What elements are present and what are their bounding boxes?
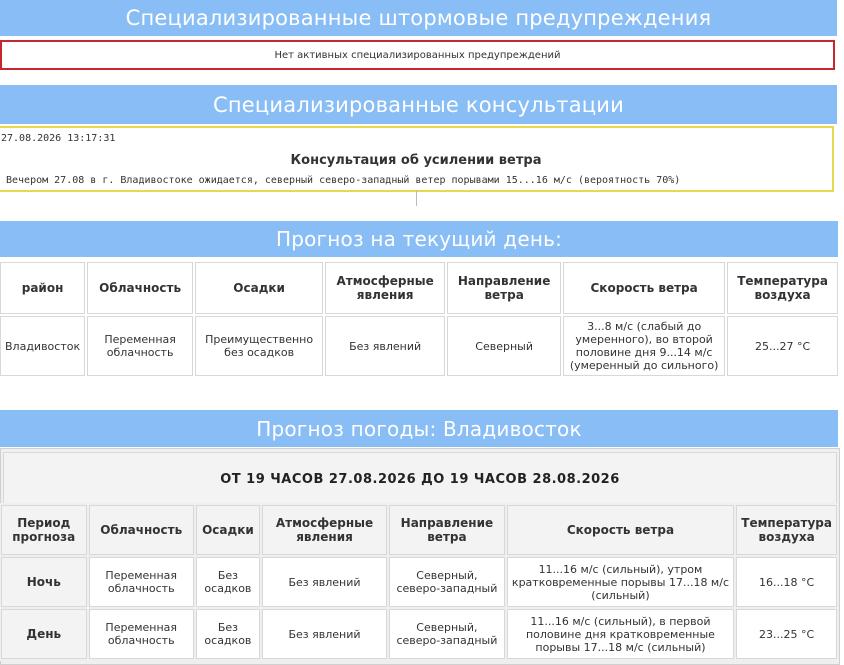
consultations-title: Специализированные консультации	[213, 92, 624, 117]
cell-precipitation: Преимущественно без осадков	[195, 316, 323, 376]
cell-wind-direction: Северный	[447, 316, 561, 376]
table-header-row	[0, 262, 838, 314]
column-header-wind-speed: Скорость ветра	[563, 262, 725, 314]
today-forecast-header	[0, 221, 838, 257]
cell-cloudiness: Переменная облачность	[89, 557, 194, 607]
column-header-cloudiness: Облачность	[89, 505, 194, 555]
column-header-wind-direction: Направление ветра	[447, 262, 561, 314]
forecast-period: ОТ 19 ЧАСОВ 27.08.2026 ДО 19 ЧАСОВ 28.08.2026	[3, 452, 837, 506]
column-header-precipitation: Осадки	[195, 262, 323, 314]
consultations-header	[0, 85, 837, 124]
cell-cloudiness: Переменная облачность	[89, 609, 194, 659]
column-header-temperature: Температура воздуха	[727, 262, 838, 314]
storm-warnings-header	[0, 0, 837, 36]
weather-forecast-title: Прогноз погоды: Владивосток	[256, 416, 582, 441]
column-header-cloudiness: Облачность	[87, 262, 193, 314]
cell-period: День	[1, 609, 87, 659]
cell-district: Владивосток	[0, 316, 85, 376]
no-warnings-message: Нет активных специализированных предупреждений	[274, 49, 561, 61]
column-header-wind-speed: Скорость ветра	[507, 505, 735, 555]
cell-period: Ночь	[1, 557, 87, 607]
cell-temperature: 23...25 °С	[736, 609, 837, 659]
cell-precipitation: Без осадков	[196, 557, 260, 607]
cell-phenomena: Без явлений	[262, 557, 387, 607]
cell-precipitation: Без осадков	[196, 609, 260, 659]
consultation-timestamp: 27.08.2026 13:17:31	[1, 133, 116, 144]
cell-temperature: 16...18 °С	[736, 557, 837, 607]
table-row	[0, 316, 838, 376]
divider	[416, 190, 417, 206]
storm-warnings-title: Специализированные штормовые предупреждения	[125, 6, 712, 30]
consultation-text: Вечером 27.08 в г. Владивостоке ожидается, северный северо-западный ветер порывами 15...16 м/с (вероятность 70%)	[6, 175, 681, 186]
column-header-wind-direction: Направление ветра	[389, 505, 504, 555]
column-header-phenomena: Атмосферные явления	[325, 262, 445, 314]
today-forecast-table	[0, 260, 840, 378]
cell-wind-speed: 11...16 м/с (сильный), утром кратковременные порывы 17...18 м/с (сильный)	[507, 557, 735, 607]
cell-phenomena: Без явлений	[325, 316, 445, 376]
weather-forecast-header	[0, 410, 838, 447]
storm-warnings-box	[0, 40, 835, 70]
table-row	[1, 609, 837, 659]
cell-wind-direction: Северный, северо-западный	[389, 557, 504, 607]
cell-wind-speed: 3...8 м/с (слабый до умеренного), во второй половине дня 9...14 м/с (умеренный до сильного)	[563, 316, 725, 376]
cell-temperature: 25...27 °С	[727, 316, 838, 376]
weather-forecast-table	[0, 503, 839, 661]
cell-phenomena: Без явлений	[262, 609, 387, 659]
today-forecast-title: Прогноз на текущий день:	[275, 227, 563, 251]
table-header-row	[1, 505, 837, 555]
consultation-box	[0, 126, 834, 192]
column-header-period: Период прогноза	[1, 505, 87, 555]
column-header-temperature: Температура воздуха	[736, 505, 837, 555]
cell-cloudiness: Переменная облачность	[87, 316, 193, 376]
cell-wind-speed: 11...16 м/с (сильный), в первой половине дня кратковременные порывы 17...18 м/с (сильный)	[507, 609, 735, 659]
consultation-heading: Консультация об усилении ветра	[290, 153, 542, 168]
column-header-district: район	[0, 262, 85, 314]
cell-wind-direction: Северный, северо-западный	[389, 609, 504, 659]
column-header-phenomena: Атмосферные явления	[262, 505, 387, 555]
column-header-precipitation: Осадки	[196, 505, 260, 555]
table-row	[1, 557, 837, 607]
